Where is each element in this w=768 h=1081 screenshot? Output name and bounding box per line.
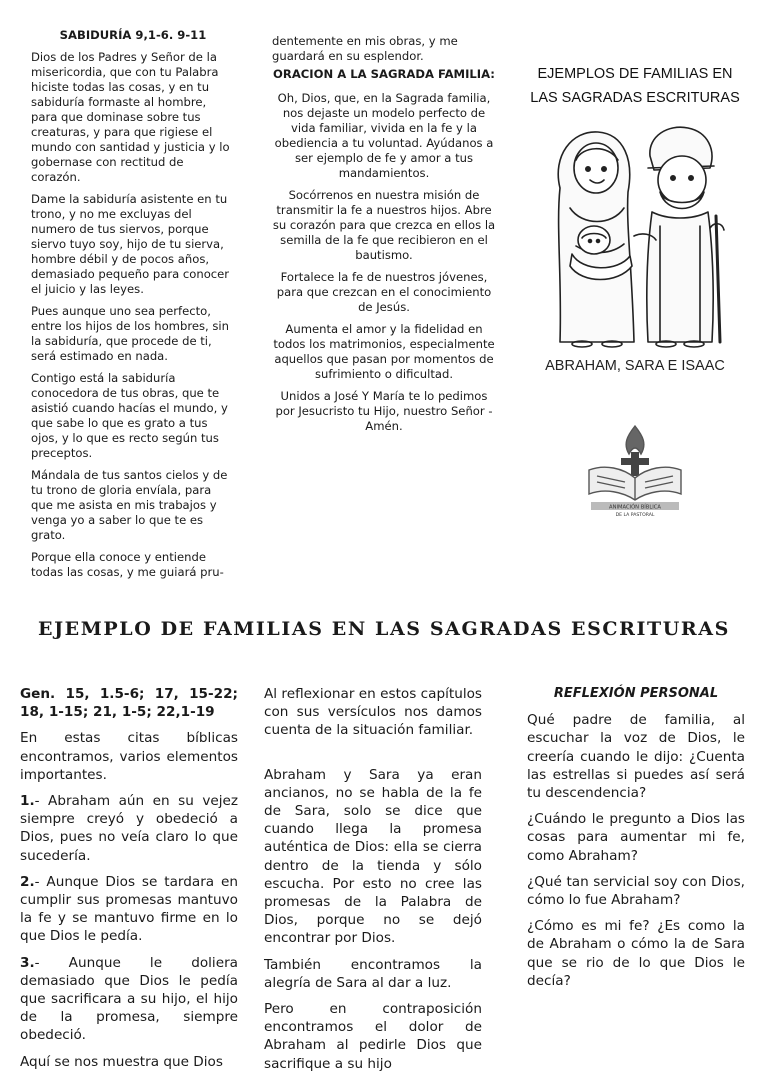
wisdom-paragraph: Mándala de tus santos cielos y de tu trono de gloria envíala, para que me asista en mis trabajos y venga yo a saber lo que te es grato. bbox=[31, 468, 228, 542]
prayer-paragraph: Oh, Dios, que, en la Sagrada familia, nos dejaste un modelo perfecto de vida familiar, vivida en la fe y la obediencia a tu voluntad. Ayúdanos a ser ejemplo de fe y amor a tus mandamientos. bbox=[274, 91, 494, 180]
cover-column bbox=[525, 62, 745, 520]
reflection-paragraph: También encontramos la alegría de Sara al dar a luz. bbox=[264, 956, 482, 991]
prayer-paragraph: Socórrenos en nuestra misión de transmitir la fe a nuestros hijos. Abre su corazón para que crezca en ellos la semilla de la fe que recibieron en el bautismo. bbox=[272, 188, 496, 262]
abraham-sara-isaac-drawing-icon bbox=[542, 116, 728, 348]
wisdom-continuation: dentemente en mis obras, y me guardará en su esplendor. bbox=[272, 34, 458, 63]
illustration-caption: ABRAHAM, SARA E ISAAC bbox=[545, 358, 725, 374]
reflection-paragraph: Pero en contraposición encontramos el dolor de Abraham al pedirle Dios que sacrifique a su hijo bbox=[264, 1001, 482, 1072]
point-number: 3. bbox=[20, 954, 35, 971]
wisdom-reading-column bbox=[31, 28, 235, 587]
question-paragraph: ¿Cómo es mi fe? ¿Es como la de Abraham o cómo la de Sara que se rio de lo que Dios le decía? bbox=[527, 918, 745, 989]
point-item bbox=[20, 954, 238, 1045]
wisdom-reading-title: SABIDURÍA 9,1-6. 9-11 bbox=[59, 28, 207, 42]
svg-text:DE LA PASTORAL: DE LA PASTORAL bbox=[615, 513, 655, 518]
wisdom-paragraph: Porque ella conoce y entiende todas las cosas, y me guiará pru- bbox=[31, 550, 224, 579]
scripture-references: Gen. 15, 1.5-6; 17, 15-22; 18, 1-15; 21, 1-5; 22,1-19 bbox=[20, 686, 238, 721]
question-paragraph: ¿Cuándo le pregunto a Dios las cosas para aumentar mi fe, como Abraham? bbox=[527, 811, 745, 864]
prayer-paragraph: Aumenta el amor y la fidelidad en todos los matrimonios, especialmente aquellos que pasan por momentos de sufrimiento o dificultad. bbox=[273, 322, 495, 381]
point-number: 1. bbox=[20, 793, 35, 810]
main-title: EJEMPLO DE FAMILIAS EN LAS SAGRADAS ESCRITURAS bbox=[38, 618, 730, 640]
tail-paragraph: Aquí se nos muestra que Dios bbox=[20, 1053, 223, 1070]
reflection-paragraph: Al reflexionar en estos capítulos con sus versículos nos damos cuenta de la situación familiar. bbox=[264, 686, 482, 739]
intro-paragraph: En estas citas bíblicas encontramos, varios elementos importantes. bbox=[20, 730, 238, 783]
point-text: - Aunque le doliera demasiado que Dios le pedía que sacrificara a su hijo, el hijo de la promesa, siempre obedeció. bbox=[20, 954, 238, 1044]
point-number: 2. bbox=[20, 873, 35, 890]
prayer-title: ORACION A LA SAGRADA FAMILIA: bbox=[273, 67, 495, 81]
question-paragraph: Qué padre de familia, al escuchar la voz de Dios, le creería cuando le dijo: ¿Cuenta las estrellas si puedes así será tu descendencia? bbox=[527, 712, 745, 802]
wisdom-paragraph: Contigo está la sabiduría conocedora de tus obras, que te asistió cuando hacías el mundo, y que sabe lo que es grato a tus ojos, y lo que es recto según tus preceptos. bbox=[31, 371, 228, 460]
wisdom-paragraph: Dame la sabiduría asistente en tu trono, y no me excluyas del numero de tus siervos, porque siervo tuyo soy, hijo de tu sierva, hombre débil y de pocos años, demasiado pequeño para conocer el juicio y las leyes. bbox=[31, 192, 230, 296]
cover-title: EJEMPLOS DE FAMILIAS EN LAS SAGRADAS ESCRITURAS bbox=[530, 66, 740, 106]
prayer-column bbox=[272, 34, 496, 441]
reflection-column bbox=[264, 685, 482, 1081]
personal-reflection-title: REFLEXIÓN PERSONAL bbox=[553, 686, 719, 701]
question-paragraph: ¿Qué tan servicial soy con Dios, cómo lo fue Abraham? bbox=[527, 873, 745, 909]
prayer-paragraph: Unidos a José Y María te lo pedimos por Jesucristo tu Hijo, nuestro Señor - Amén. bbox=[275, 389, 493, 433]
prayer-paragraph: Fortalece la fe de nuestros jóvenes, para que crezcan en el conocimiento de Jesús. bbox=[276, 270, 492, 314]
wisdom-paragraph: Pues aunque uno sea perfecto, entre los hijos de los hombres, sin la sabiduría, que procede de ti, será estimado en nada. bbox=[31, 304, 229, 363]
personal-reflection-column bbox=[527, 685, 745, 998]
wisdom-paragraph: Dios de los Padres y Señor de la misericordia, que con tu Palabra hiciste todas las cosas, y en tu sabiduría formaste al hombre, para que dominase sobre tus creaturas, y para que rigiese el mundo con santidad y justicia y lo gobernase con rectitud de corazón. bbox=[31, 50, 230, 184]
point-item bbox=[20, 873, 238, 946]
point-text: - Abraham aún en su vejez siempre creyó y obedeció a Dios, pues no veía claro lo que sucedería. bbox=[20, 793, 238, 864]
reflection-paragraph: Abraham y Sara ya eran ancianos, no se habla de la fe de Sara, solo se dice que cuando llega la promesa auténtica de Dios: ella se cierra dentro de la tienda y sólo escucha. Por esto no cree las promesas de la Palabra de Dios, porque no se dejó encontrar por Dios. bbox=[264, 766, 482, 947]
biblical-animation-logo-icon bbox=[575, 424, 695, 520]
scripture-points-column bbox=[20, 685, 238, 1079]
svg-text:ANIMACIÓN BÍBLICA: ANIMACIÓN BÍBLICA bbox=[609, 504, 661, 511]
point-text: - Aunque Dios se tardara en cumplir sus promesas mantuvo la fe y se mantuvo firme en lo que Dios le pedía. bbox=[20, 873, 238, 945]
point-item bbox=[20, 792, 238, 865]
